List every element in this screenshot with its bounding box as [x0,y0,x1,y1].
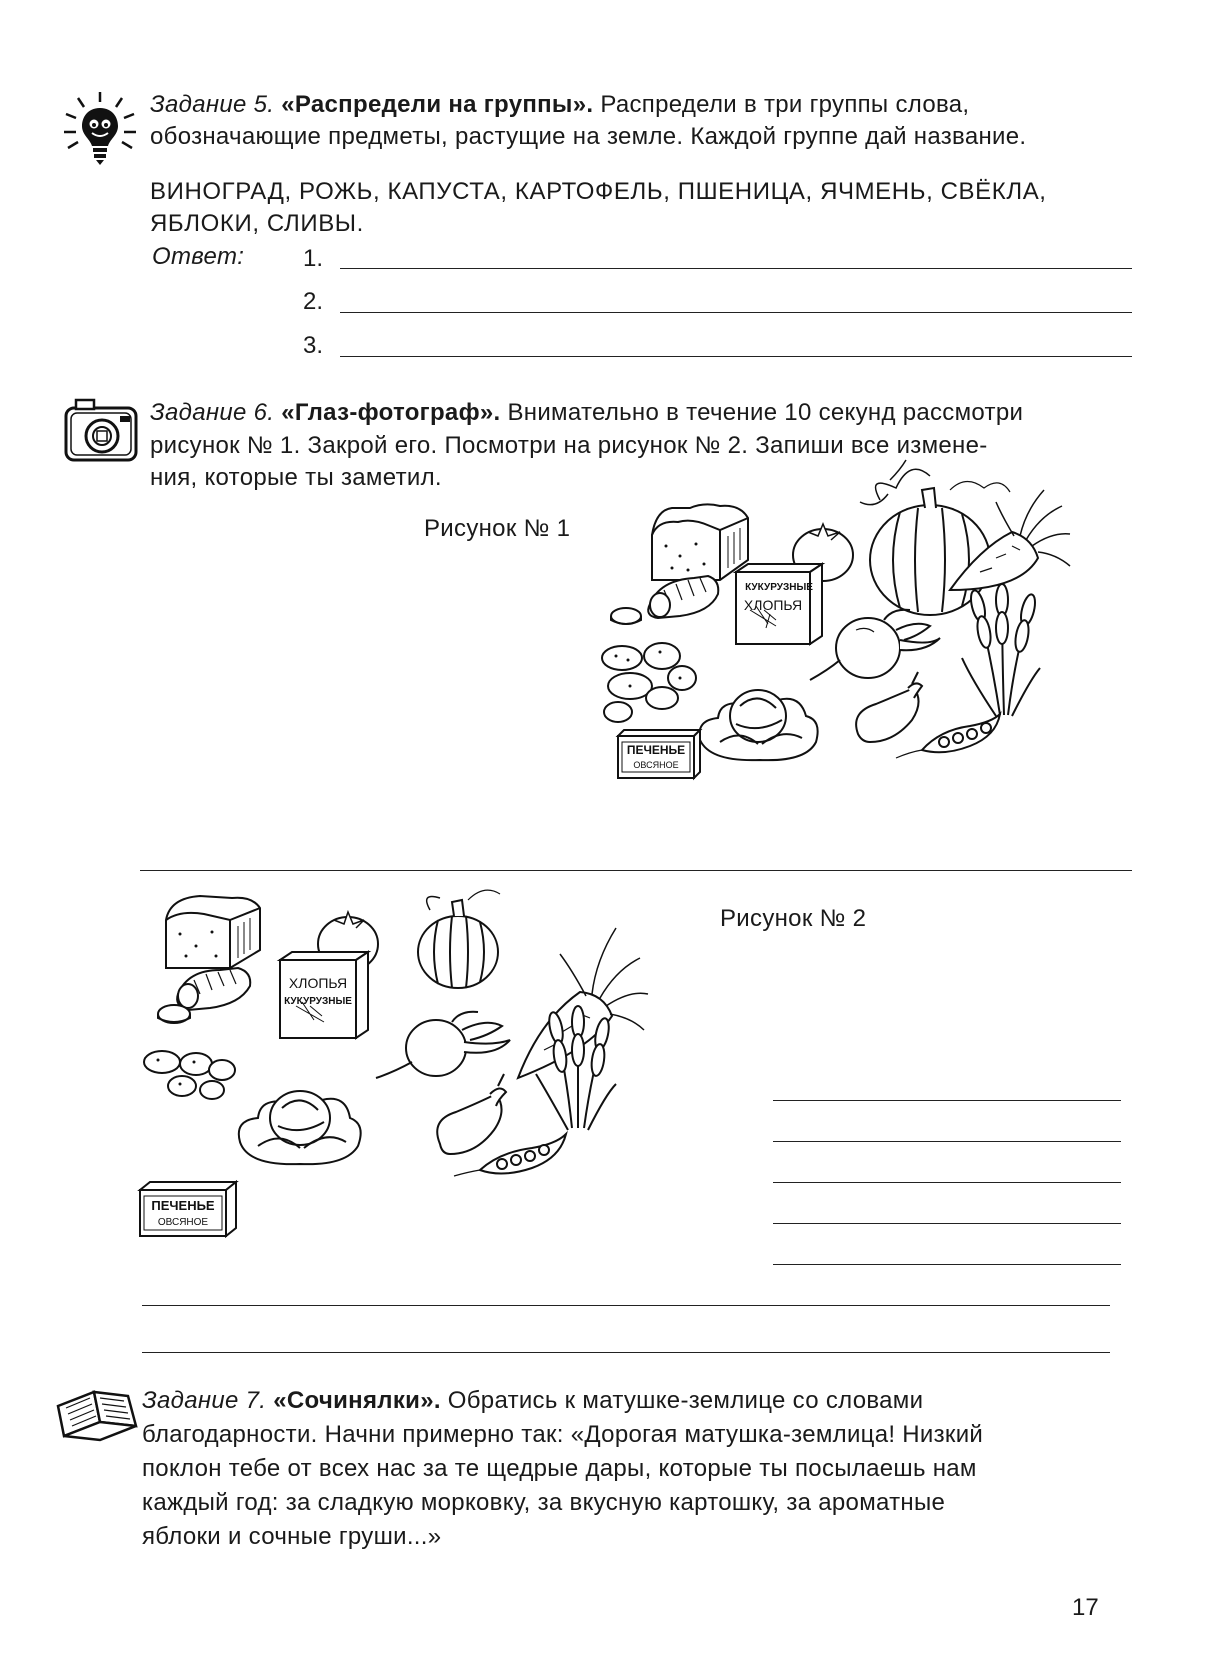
changes-line-2[interactable] [773,1141,1121,1142]
beetroot-icon [376,1012,510,1078]
task5-instruction-line2: обозначающие предметы, растущие на земле. Каждой группе дай название. [150,123,1027,150]
answer-label: Ответ: [152,243,245,270]
task5-title: «Распредели на группы». [281,91,594,118]
cabbage-icon [239,1091,361,1164]
answer-line-2[interactable] [340,312,1132,313]
potato-icon [602,643,696,722]
flakes-box-label-top: КУКУРУЗНЫЕ [745,582,813,593]
bread-slice-icon [158,968,250,1023]
open-book-icon [54,1384,140,1442]
cereal-box-icon [280,952,368,1038]
page-number: 17 [1072,1594,1099,1621]
task7-line4: каждый год: за сладкую морковку, за вкусную картошку, за ароматные [142,1489,946,1516]
changes-line-6[interactable] [142,1305,1110,1306]
pumpkin-icon [418,890,500,988]
task6-text-line3: ния, которые ты заметил. [150,464,442,491]
task5-heading: Задание 5. [150,91,275,118]
changes-line-5[interactable] [773,1264,1121,1265]
pumpkin-icon [860,460,1010,615]
eggplant-icon [437,1074,506,1154]
flakes-box-label-bottom: ХЛОПЬЯ [288,975,348,991]
changes-line-3[interactable] [773,1182,1121,1183]
task6-header [150,396,1140,430]
potato-icon [144,1051,235,1099]
cookie-box-label-bottom: ОВСЯНОЕ [157,1217,209,1228]
bread-slice-icon [611,576,718,624]
task6-text-line1: Внимательно в течение 10 секунд рассмотри [507,399,1024,426]
answer-line-3[interactable] [340,356,1132,357]
task5-header [150,88,1140,122]
wheat-icon [962,584,1040,716]
cabbage-icon [699,690,817,760]
bread-icon [166,896,260,968]
lightbulb-icon [60,88,140,168]
eggplant-icon [856,672,922,742]
task6-title: «Глаз-фотограф». [281,399,501,426]
task7-title: «Сочинялки». [273,1387,441,1414]
changes-line-4[interactable] [773,1223,1121,1224]
answer-number-2: 2. [303,288,324,315]
task5-instruction-line1: Распредели в три группы слова, [600,91,970,118]
task7-header [142,1384,1137,1418]
bread-icon [652,504,748,580]
task7-line2: благодарности. Начни примерно так: «Дорогая матушка-землица! Низкий [142,1421,984,1448]
answer-number-3: 3. [303,332,324,359]
camera-icon [62,398,142,464]
figure1-illustration [600,480,1140,850]
changes-line-7[interactable] [142,1352,1110,1353]
figure2-label: Рисунок № 2 [720,905,867,932]
task7-heading: Задание 7. [142,1387,267,1414]
task7-line1: Обратись к матушке-землице со словами [447,1387,924,1414]
changes-line-1[interactable] [773,1100,1121,1101]
figure2-illustration [140,880,660,1260]
task7-line3: поклон тебе от всех нас за те щедрые дары, которые ты посылаешь нам [142,1455,977,1482]
figure-divider [140,870,1132,871]
flakes-box-label-top: КУКУРУЗНЫЕ [284,996,352,1007]
cookie-box-label-top: ПЕЧЕНЬЕ [151,1198,215,1213]
task6-heading: Задание 6. [150,399,275,426]
task5-words-line1: ВИНОГРАД, РОЖЬ, КАПУСТА, КАРТОФЕЛЬ, ПШЕНИЦА, ЯЧМЕНЬ, СВЁКЛА, [150,178,1047,205]
figure1-label: Рисунок № 1 [424,515,571,542]
cookie-box-label-bottom: ОВСЯНОЕ [633,760,679,770]
task7-line5: яблоки и сочные груши...» [142,1523,442,1550]
task6-text-line2: рисунок № 1. Закрой его. Посмотри на рисунок № 2. Запиши все измене- [150,432,988,459]
answer-number-1: 1. [303,245,324,272]
task5-words-line2: ЯБЛОКИ, СЛИВЫ. [150,210,364,237]
answer-line-1[interactable] [340,268,1132,269]
cookie-box-label-top: ПЕЧЕНЬЕ [626,743,686,757]
beetroot-icon [810,610,940,680]
flakes-box-label-bottom: ХЛОПЬЯ [743,597,803,613]
